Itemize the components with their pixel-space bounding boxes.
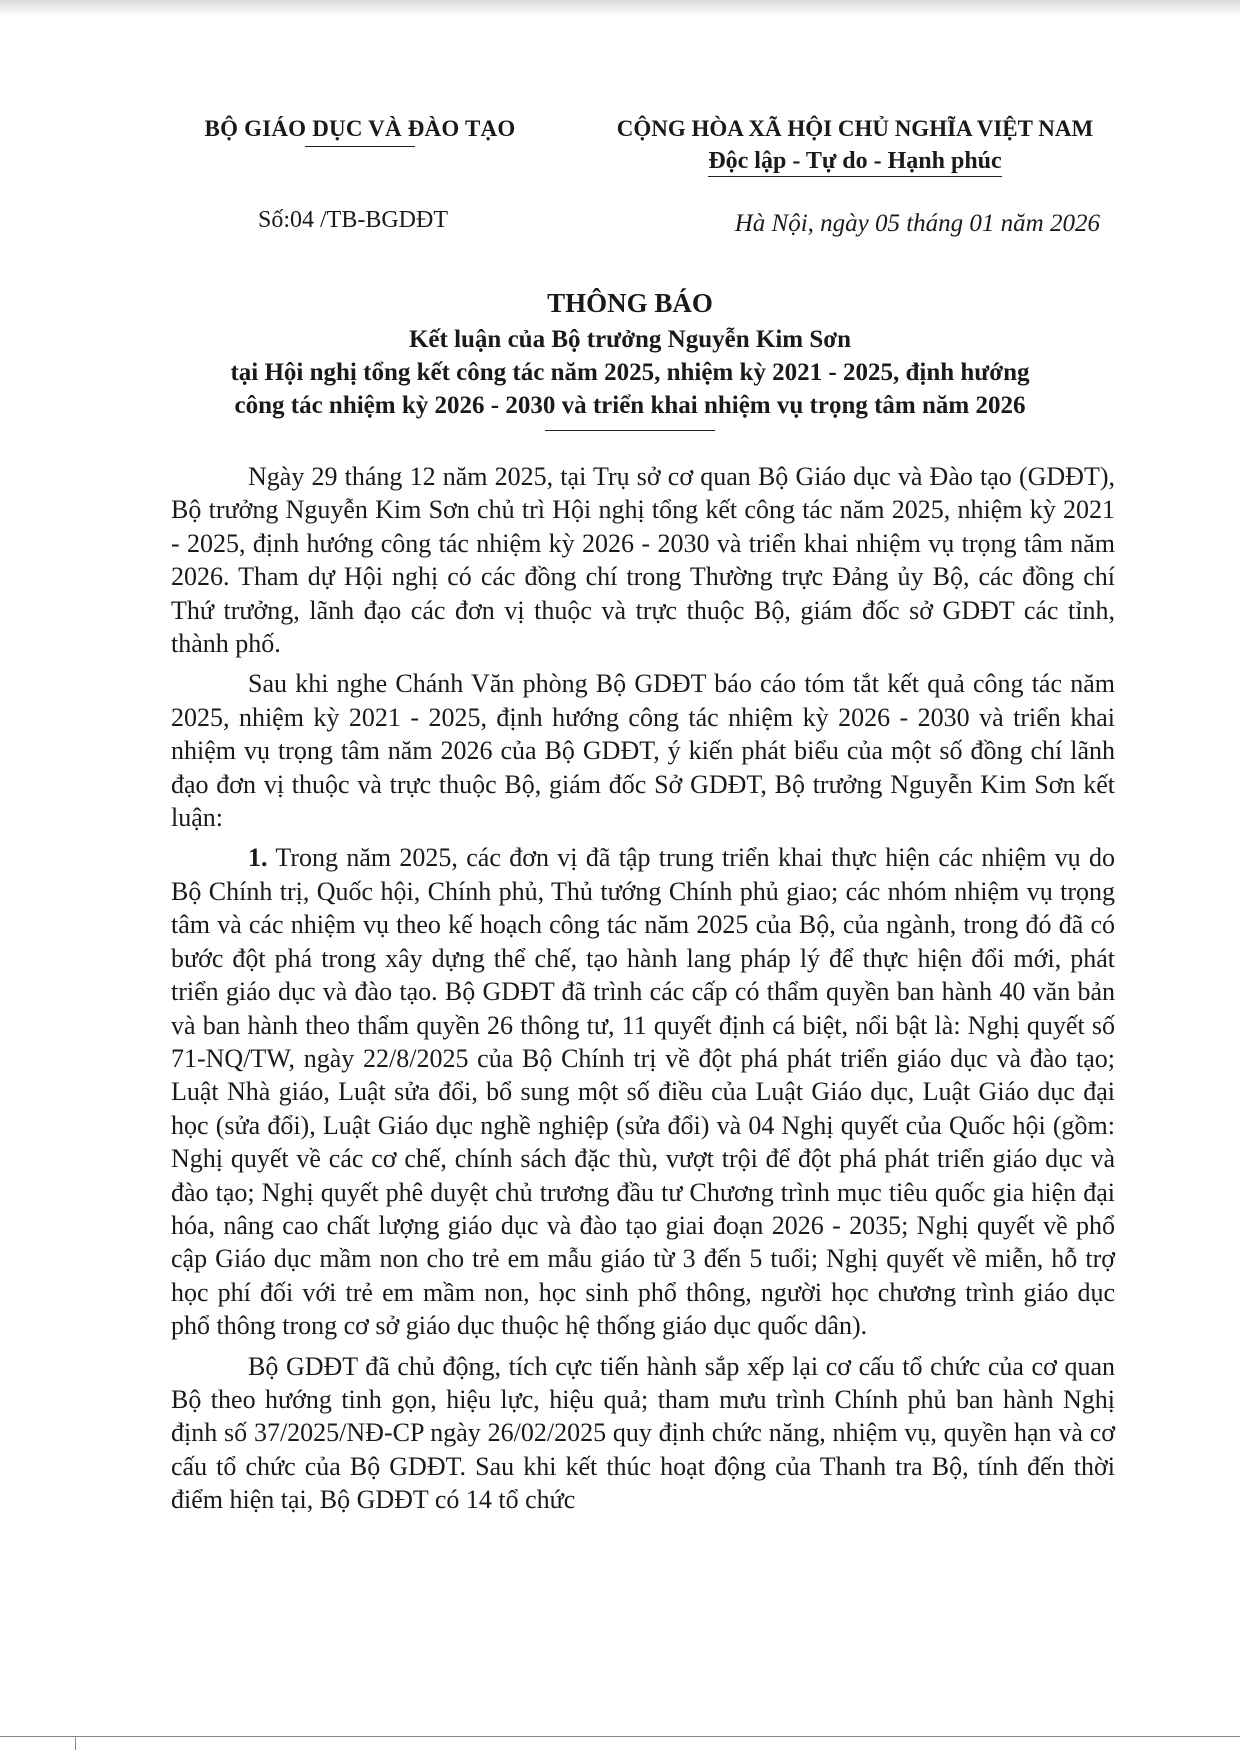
paragraph-4: Bộ GDĐT đã chủ động, tích cực tiến hành sắp xếp lại cơ cấu tổ chức của cơ quan Bộ theo hướng tinh gọn, hiệu lực, hiệu quả; tham mưu trình Chính phủ ban hành Nghị định số 37/2025/NĐ-CP ngày 26/02/2025 quy định chức năng, nhiệm vụ, quyền hạn và cơ cấu tổ chức của Bộ GDĐT. Sau khi kết thúc hoạt động của Thanh tra Bộ, tính đến thời điểm hiện tại, Bộ GDĐT có 14 tổ chức	[171, 1351, 1115, 1515]
document-title	[150, 288, 1110, 431]
scan-shadow-top	[0, 0, 1240, 16]
ministry-name: BỘ GIÁO DỤC VÀ ĐÀO TẠO	[204, 116, 516, 141]
issuing-authority	[160, 116, 560, 147]
country-name: CỘNG HÒA XÃ HỘI CHỦ NGHĨA VIỆT NAM	[616, 116, 1094, 141]
title-line-1: Kết luận của Bộ trưởng Nguyễn Kim Sơn	[408, 326, 852, 353]
paragraph-1: Ngày 29 tháng 12 năm 2025, tại Trụ sở cơ quan Bộ Giáo dục và Đào tạo (GDĐT), Bộ trưởng Nguyễn Kim Sơn chủ trì Hội nghị tổng kết công tác năm 2025, nhiệm kỳ 2021 - 2025, định hướng công tác nhiệm kỳ 2026 - 2030 và triển khai nhiệm vụ trọng tâm năm 2026. Tham dự Hội nghị có các đồng chí trong Thường trực Đảng ủy Bộ, các đồng chí Thứ trưởng, lãnh đạo các đơn vị thuộc và trực thuộc Bộ, giám đốc sở GDĐT các tỉnh, thành phố.	[171, 462, 1115, 659]
paragraph-3	[171, 841, 1115, 1342]
paragraph-2: Sau khi nghe Chánh Văn phòng Bộ GDĐT báo cáo tóm tắt kết quả công tác năm 2025, nhiệm kỳ 2021 - 2025, định hướng công tác nhiệm kỳ 2026 - 2030 và triển khai nhiệm vụ trọng tâm năm 2026 của Bộ GDĐT, ý kiến phát biểu của một số đồng chí lãnh đạo đơn vị thuộc và trực thuộc Bộ, giám đốc Sở GDĐT, Bộ trưởng Nguyễn Kim Sơn kết luận:	[171, 669, 1115, 833]
national-header	[585, 116, 1125, 177]
title-line-2: tại Hội nghị tổng kết công tác năm 2025, nhiệm kỳ 2021 - 2025, định hướng	[230, 359, 1030, 386]
title-underline	[545, 430, 715, 431]
document-number: Số:04 /TB-BGDĐT	[258, 207, 449, 233]
scan-edge-bottom	[0, 1736, 1240, 1737]
title-line-3: công tác nhiệm kỳ 2026 - 2030 và triển khai nhiệm vụ trọng tâm năm 2026	[234, 392, 1026, 419]
title-main: THÔNG BÁO	[547, 288, 713, 318]
paragraph-3-text: Trong năm 2025, các đơn vị đã tập trung triển khai thực hiện các nhiệm vụ do Bộ Chính trị, Quốc hội, Chính phủ, Thủ tướng Chính phủ giao; các nhóm nhiệm vụ trọng tâm và các nhiệm vụ theo kế hoạch công tác năm 2025 của Bộ, của ngành, trong đó đã có bước đột phá trong xây dựng thể chế, tạo hành lang pháp lý để thực hiện đổi mới, phát triển giáo dục và đào tạo. Bộ GDĐT đã trình các cấp có thẩm quyền ban hành 40 văn bản và ban hành theo thẩm quyền 26 thông tư, 11 quyết định cá biệt, nổi bật là: Nghị quyết số 71-NQ/TW, ngày 22/8/2025 của Bộ Chính trị về đột phá phát triển giáo dục và đào tạo; Luật Nhà giáo, Luật sửa đổi, bổ sung một số điều của Luật Giáo dục, Luật Giáo dục đại học (sửa đổi), Luật Giáo dục nghề nghiệp (sửa đổi) và 04 Nghị quyết của Quốc hội (gồm: Nghị quyết về các cơ chế, chính sách đặc thù, vượt trội để đột phá phát triển giáo dục và đào tạo; Nghị quyết phê duyệt chủ trương đầu tư Chương trình mục tiêu quốc gia hiện đại hóa, nâng cao chất lượng giáo dục và đào tạo giai đoạn 2026 - 2035; Nghị quyết về phổ cập Giáo dục mầm non cho trẻ em mẫu giáo từ 3 đến 5 tuổi; Nghị quyết về miễn, hỗ trợ học phí đối với trẻ em mầm non, học sinh phổ thông, người học chương trình giáo dục phổ thông trong cơ sở giáo dục thuộc hệ thống giáo dục quốc dân).	[171, 843, 1115, 1341]
document-body	[171, 460, 1115, 1524]
ministry-underline	[305, 146, 415, 147]
date-line: Hà Nội, ngày 05 tháng 01 năm 2026	[734, 210, 1100, 237]
item-number: 1.	[248, 843, 268, 873]
scan-edge-tick	[75, 1736, 76, 1750]
national-motto: Độc lập - Tự do - Hạnh phúc	[708, 148, 1001, 177]
